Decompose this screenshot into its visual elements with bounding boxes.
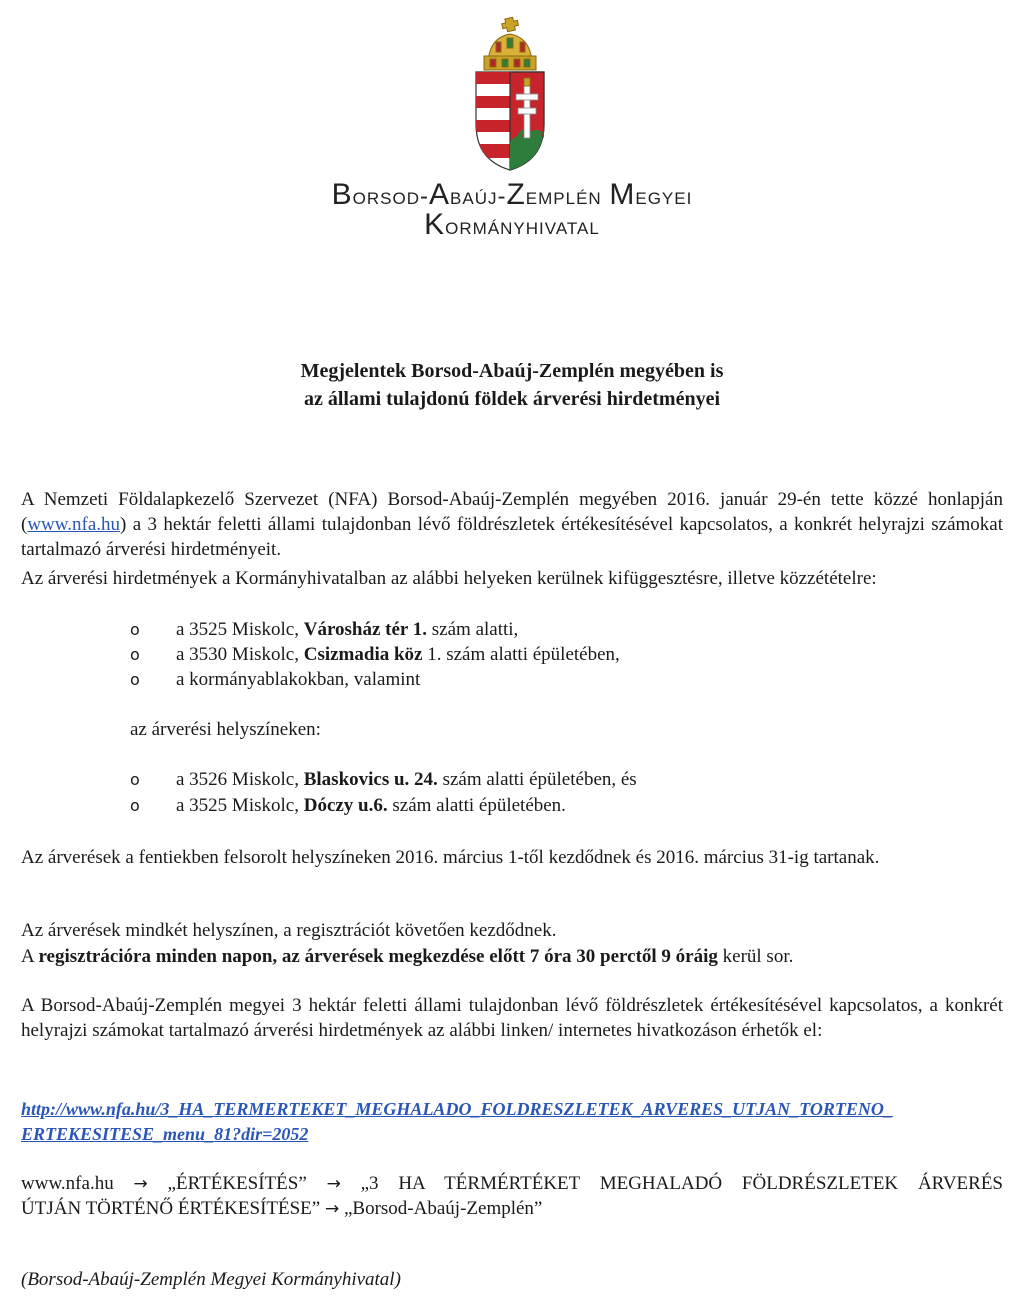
arrow-right-icon: → bbox=[133, 1174, 148, 1194]
intro-paragraph: A Nemzeti Földalapkezelő Szervezet (NFA) Borsod-Abaúj-Zemplén megyében 2016. január 29-én tette közzé honlapján (www.nfa.hu) a 3 hektár feletti állami tulajdonban lévő földrészletek értékesítésével kapcsolatos, a konkrét helyrajzi számokat tartalmazó árverési hirdetményeit. bbox=[21, 489, 1003, 560]
auction-sites-label: az árverési helyszíneken: bbox=[130, 719, 321, 740]
arrow-right-icon: → bbox=[324, 1199, 340, 1219]
online-info-paragraph: A Borsod-Abaúj-Zemplén megyei 3 hektár feletti állami tulajdonban lévő földrészletek értékesítésével kapcsolatos, a konkrét helyrajzi számokat tartalmazó árverési hirdetmények az alábbi linken/ internetes hivatkozáson érhetők el: bbox=[21, 995, 1003, 1041]
registration-line1: Az árverések mindkét helyszínen, a regisztrációt követően kezdődnek. bbox=[21, 920, 557, 941]
signature: (Borsod-Abaúj-Zemplén Megyei Kormányhivatal) bbox=[21, 1269, 401, 1290]
headline-line1: Megjelentek Borsod-Abaúj-Zemplén megyében is bbox=[300, 360, 724, 382]
headline-line2: az állami tulajdonú földek árverési hirdetményei bbox=[303, 388, 721, 410]
navigation-path-line2: ÚTJÁN TÖRTÉNŐ ÉRTÉKESÍTÉSE” → „Borsod-Abaúj-Zemplén” bbox=[21, 1198, 543, 1219]
nfa-homepage-link[interactable]: www.nfa.hu bbox=[27, 514, 121, 535]
organization-name-line1: Borsod-Abaúj-Zemplén Megyei bbox=[331, 178, 693, 211]
organization-name-line2: Kormányhivatal bbox=[424, 208, 600, 241]
registration-line2: A regisztrációra minden napon, az árverések megkezdése előtt 7 óra 30 perctől 9 óráig kerül sor. bbox=[21, 946, 794, 967]
auction-link-line1[interactable]: http://www.nfa.hu/3_HA_TERMERTEKET_MEGHALADO_FOLDRESZLETEK_ARVERES_UTJAN_TORTENO_ bbox=[21, 1099, 893, 1119]
arrow-right-icon: → bbox=[326, 1174, 341, 1194]
auction-link-line2[interactable]: ERTEKESITESE_menu_81?dir=2052 bbox=[21, 1124, 309, 1144]
hungarian-coat-of-arms-icon bbox=[466, 14, 554, 174]
display-locations-paragraph: Az árverési hirdetmények a Kormányhivatalban az alábbi helyeken kerülnek kifüggesztésre, illetve közzétételre: bbox=[21, 568, 877, 589]
auction-dates-paragraph: Az árverések a fentiekben felsorolt helyszíneken 2016. március 1-től kezdődnek és 2016. március 31-ig tartanak. bbox=[21, 847, 880, 868]
navigation-path-line1: www.nfa.hu → „ÉRTÉKESÍTÉS” → „3 HA TÉRMÉRTÉKET MEGHALADÓ FÖLDRÉSZLETEK ÁRVERÉS bbox=[21, 1173, 1003, 1194]
auction-notice-link[interactable] bbox=[21, 1097, 1003, 1147]
